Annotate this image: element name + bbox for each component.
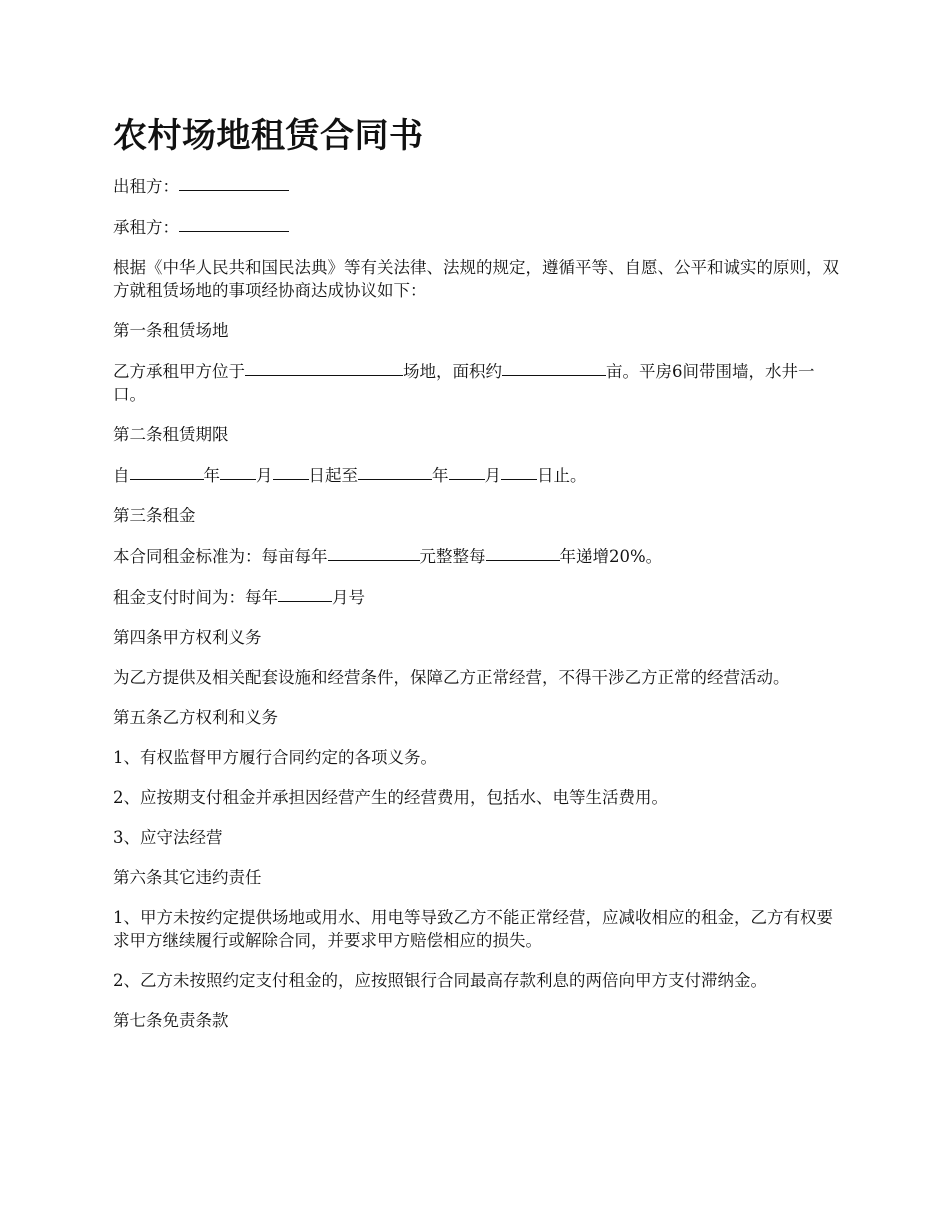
term-text: 日起至 bbox=[308, 466, 358, 485]
payment-text: 租金支付时间为：每年 bbox=[113, 588, 278, 607]
article-6-item-1: 1、甲方未按约定提供场地或用水、用电等导致乙方不能正常经营，应减收相应的租金，乙方有权要求甲方继续履行或解除合同，并要求甲方赔偿相应的损失。 bbox=[113, 908, 833, 950]
end-year-blank bbox=[358, 462, 432, 480]
term-text: 月 bbox=[484, 466, 501, 485]
article-6-item-2: 2、乙方未按照约定支付租金的，应按照银行合同最高存款利息的两倍向甲方支付滞纳金。 bbox=[113, 971, 767, 990]
term-text: 月 bbox=[256, 466, 273, 485]
payment-text: 月号 bbox=[332, 588, 365, 607]
lessor-blank bbox=[179, 173, 289, 191]
location-blank bbox=[245, 358, 403, 376]
document-page bbox=[113, 112, 843, 1049]
rent-standard bbox=[113, 544, 843, 568]
document-title: 农村场地租赁合同书 bbox=[113, 116, 424, 156]
lessor-line bbox=[113, 174, 843, 198]
payment-month-blank bbox=[278, 584, 332, 602]
rent-text: 本合同租金标准为：每亩每年 bbox=[113, 547, 328, 566]
term-text: 年 bbox=[432, 466, 449, 485]
term-text: 年 bbox=[203, 466, 220, 485]
article-1-text bbox=[113, 359, 843, 406]
increase-years-blank bbox=[486, 543, 560, 561]
article-4-text: 为乙方提供及相关配套设施和经营条件，保障乙方正常经营，不得干涉乙方正常的经营活动。 bbox=[113, 668, 790, 687]
intro-paragraph: 根据《中华人民共和国民法典》等有关法律、法规的规定，遵循平等、自愿、公平和诚实的原则，双方就租赁场地的事项经协商达成协议如下： bbox=[113, 258, 839, 300]
article-2-heading: 第二条租赁期限 bbox=[113, 425, 229, 444]
term-text: 自 bbox=[113, 466, 130, 485]
article-4-heading: 第四条甲方权利义务 bbox=[113, 628, 262, 647]
article-5-item-2: 2、应按期支付租金并承担因经营产生的经营费用，包括水、电等生活费用。 bbox=[113, 788, 668, 807]
term-text: 日止。 bbox=[537, 466, 587, 485]
article-5-heading: 第五条乙方权利和义务 bbox=[113, 708, 278, 727]
rent-amount-blank bbox=[328, 543, 420, 561]
lessee-line bbox=[113, 215, 843, 239]
area-blank bbox=[502, 358, 606, 376]
payment-time bbox=[113, 585, 843, 609]
start-day-blank bbox=[273, 462, 309, 480]
article-7-heading: 第七条免责条款 bbox=[113, 1011, 229, 1030]
article-1-text-part: 亩。平房6间带围墙，水井一口。 bbox=[113, 362, 815, 404]
article-5-item-1: 1、有权监督甲方履行合同约定的各项义务。 bbox=[113, 748, 437, 767]
start-month-blank bbox=[220, 462, 256, 480]
end-month-blank bbox=[449, 462, 485, 480]
start-year-blank bbox=[130, 462, 204, 480]
article-3-heading: 第三条租金 bbox=[113, 506, 196, 525]
article-1-text-part: 乙方承租甲方位于 bbox=[113, 362, 245, 381]
rent-text: 年递增20%。 bbox=[559, 547, 663, 566]
rent-text: 元整整每 bbox=[419, 547, 486, 566]
article-1-text-part: 场地，面积约 bbox=[403, 362, 502, 381]
article-1-heading: 第一条租赁场地 bbox=[113, 321, 229, 340]
article-5-item-3: 3、应守法经营 bbox=[113, 828, 223, 847]
lessee-label: 承租方： bbox=[113, 218, 179, 237]
article-2-text bbox=[113, 463, 843, 487]
article-6-heading: 第六条其它违约责任 bbox=[113, 868, 262, 887]
lessor-label: 出租方： bbox=[113, 177, 179, 196]
end-day-blank bbox=[501, 462, 537, 480]
lessee-blank bbox=[179, 214, 289, 232]
